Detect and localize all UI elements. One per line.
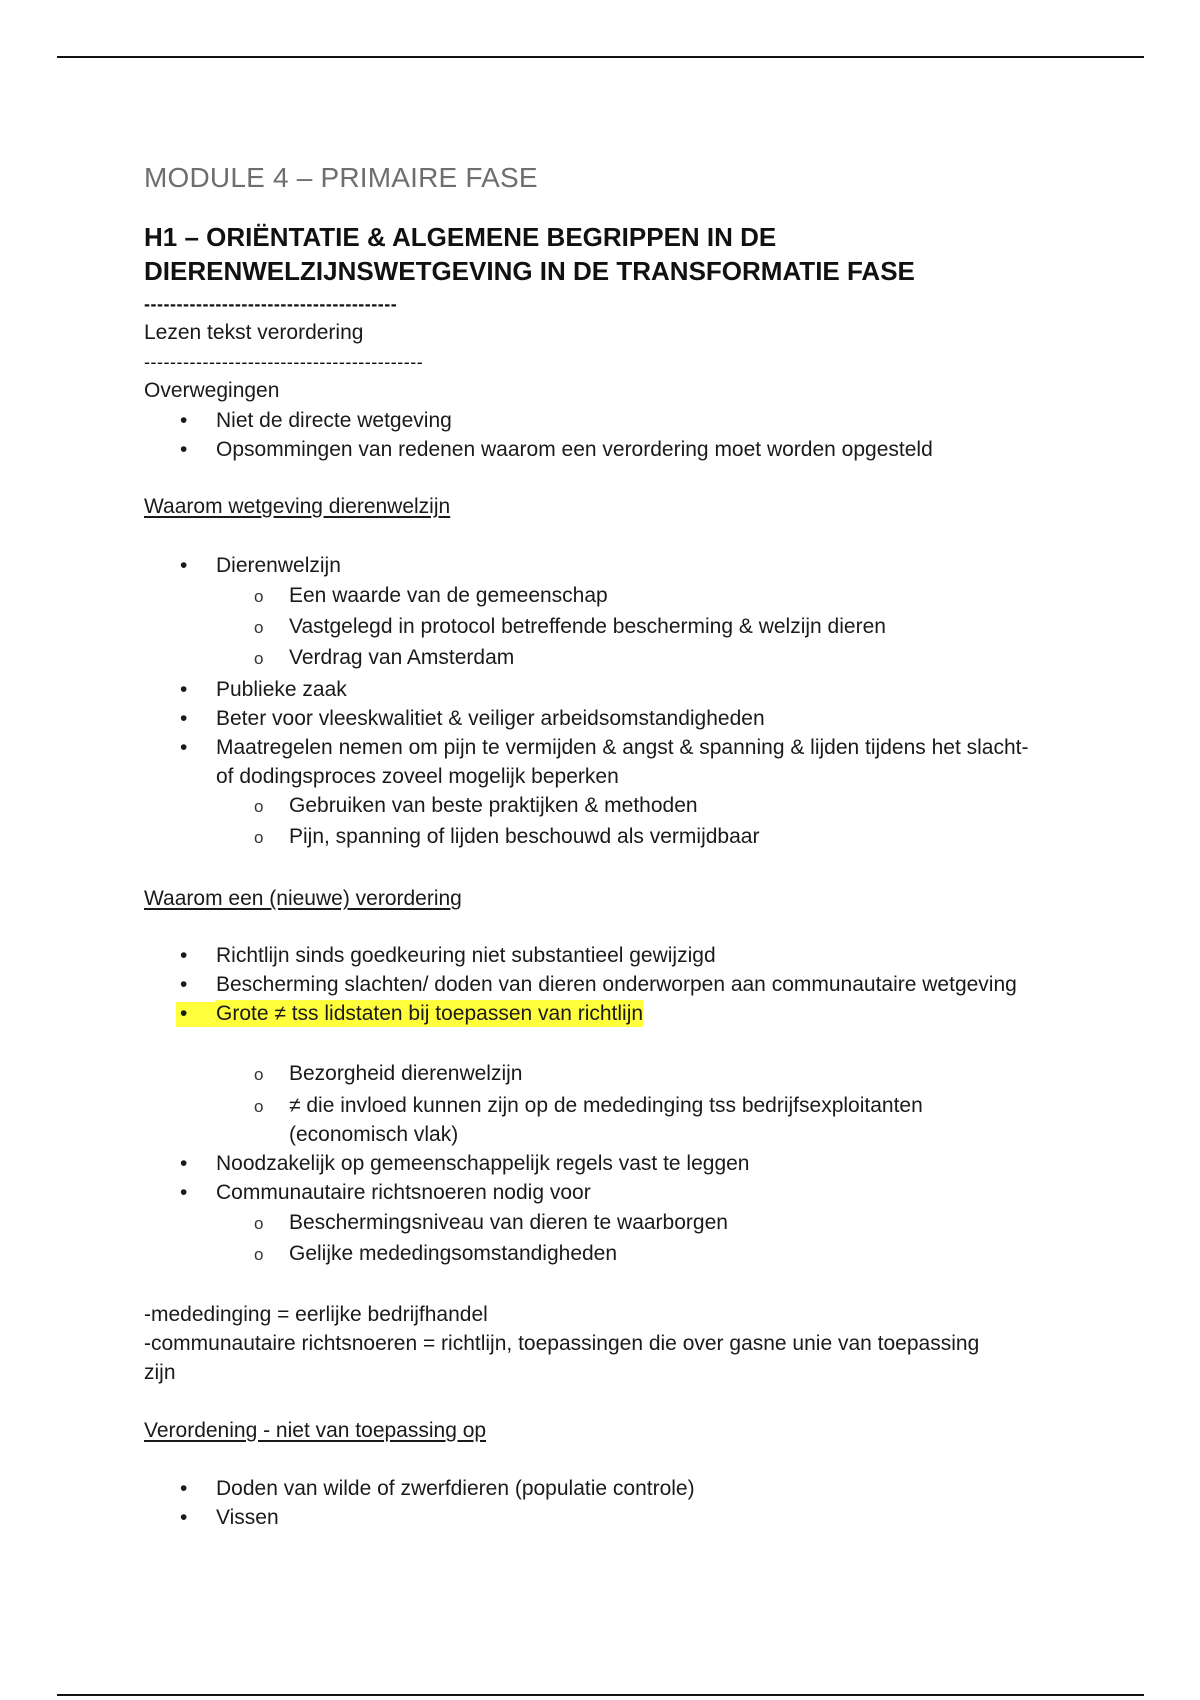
considerations-heading: Overwegingen — [144, 379, 280, 402]
sub-list-item: o Bezorgheid dierenwelzijn — [144, 1058, 1024, 1089]
why-legislation-sublist-1 — [144, 580, 1024, 673]
why-regulation-list — [144, 941, 1024, 1028]
list-item: • Noodzakelijk op gemeenschappelijk regels vast te leggen — [144, 1149, 1024, 1178]
sub-list-item: o Een waarde van de gemeenschap — [144, 580, 1024, 611]
why-legislation-list-cont — [144, 675, 1029, 791]
reading-line: Lezen tekst verordering — [144, 321, 364, 344]
list-item: • Publieke zaak — [144, 675, 1024, 704]
sub-list-item: o Gelijke mededingsomstandigheden — [144, 1238, 1024, 1269]
sub-list-item: o Vastgelegd in protocol betreffende bescherming & welzijn dieren — [144, 611, 1024, 642]
section-heading-why-regulation: Waarom een (nieuwe) verordering — [144, 887, 462, 910]
why-regulation-sublist-5 — [144, 1207, 1024, 1269]
highlight-marker — [176, 1002, 216, 1027]
list-item: • Dierenwelzijn — [144, 551, 1024, 580]
list-item: • Niet de directe wetgeving — [144, 406, 1024, 435]
why-legislation-sublist-4 — [144, 790, 1024, 852]
list-item: • Vissen — [144, 1503, 1024, 1532]
not-applicable-list — [144, 1474, 1024, 1532]
section-heading-why-legislation: Waarom wetgeving dierenwelzijn — [144, 495, 451, 518]
list-item: • Opsommingen van redenen waarom een verordering moet worden opgesteld — [144, 435, 1024, 464]
chapter-title: H1 – ORIËNTATIE & ALGEMENE BEGRIPPEN IN DE DIERENWELZIJNSWETGEVING IN DE TRANSFORMATIE FASE — [144, 222, 915, 286]
highlighted-text: Grote ≠ tss lidstaten bij toepassen van richtlijn — [216, 1002, 644, 1025]
list-item: • Maatregelen nemen om pijn te vermijden & angst & spanning & lijden tijdens het slacht- of dodingsproces zoveel mogelijk beperken — [144, 733, 1036, 791]
why-regulation-list-cont — [144, 1149, 1024, 1207]
list-item-highlighted — [144, 999, 1024, 1028]
definition-competition: -mededinging = eerlijke bedrijfhandel — [144, 1303, 488, 1326]
considerations-list — [144, 406, 1024, 464]
dashed-separator-1: --------------------------------------- — [144, 294, 398, 314]
sub-list-item: o Beschermingsniveau van dieren te waarborgen — [144, 1207, 1024, 1238]
definition-guidelines: -communautaire richtsnoeren = richtlijn, toepassingen die over gasne unie van toepassing zijn — [144, 1332, 980, 1384]
module-title: MODULE 4 – PRIMAIRE FASE — [144, 162, 538, 193]
list-item: • Doden van wilde of zwerfdieren (populatie controle) — [144, 1474, 1024, 1503]
list-item: • Richtlijn sinds goedkeuring niet substantieel gewijzigd — [144, 941, 1024, 970]
sub-list-item: o Verdrag van Amsterdam — [144, 642, 1024, 673]
sub-list-item: o ≠ die invloed kunnen zijn op de mededinging tss bedrijfsexploitanten (economisch vlak) — [144, 1091, 1029, 1149]
list-item: • Beter voor vleeskwalitiet & veiliger arbeidsomstandigheden — [144, 704, 1024, 733]
sub-list-item: o Gebruiken van beste praktijken & methoden — [144, 790, 1024, 821]
dashed-separator-2: ------------------------------------------- — [144, 352, 424, 372]
sub-list-item: o Pijn, spanning of lijden beschouwd als vermijdbaar — [144, 821, 1024, 852]
top-rule — [57, 56, 1144, 58]
list-item: • Bescherming slachten/ doden van dieren onderworpen aan communautaire wetgeving — [144, 970, 1036, 999]
section-heading-not-applicable: Verordening - niet van toepassing op — [144, 1419, 487, 1442]
why-legislation-list — [144, 551, 1024, 580]
why-regulation-sublist-3 — [144, 1058, 1024, 1149]
bottom-rule — [57, 1694, 1144, 1696]
list-item: • Communautaire richtsnoeren nodig voor — [144, 1178, 1024, 1207]
